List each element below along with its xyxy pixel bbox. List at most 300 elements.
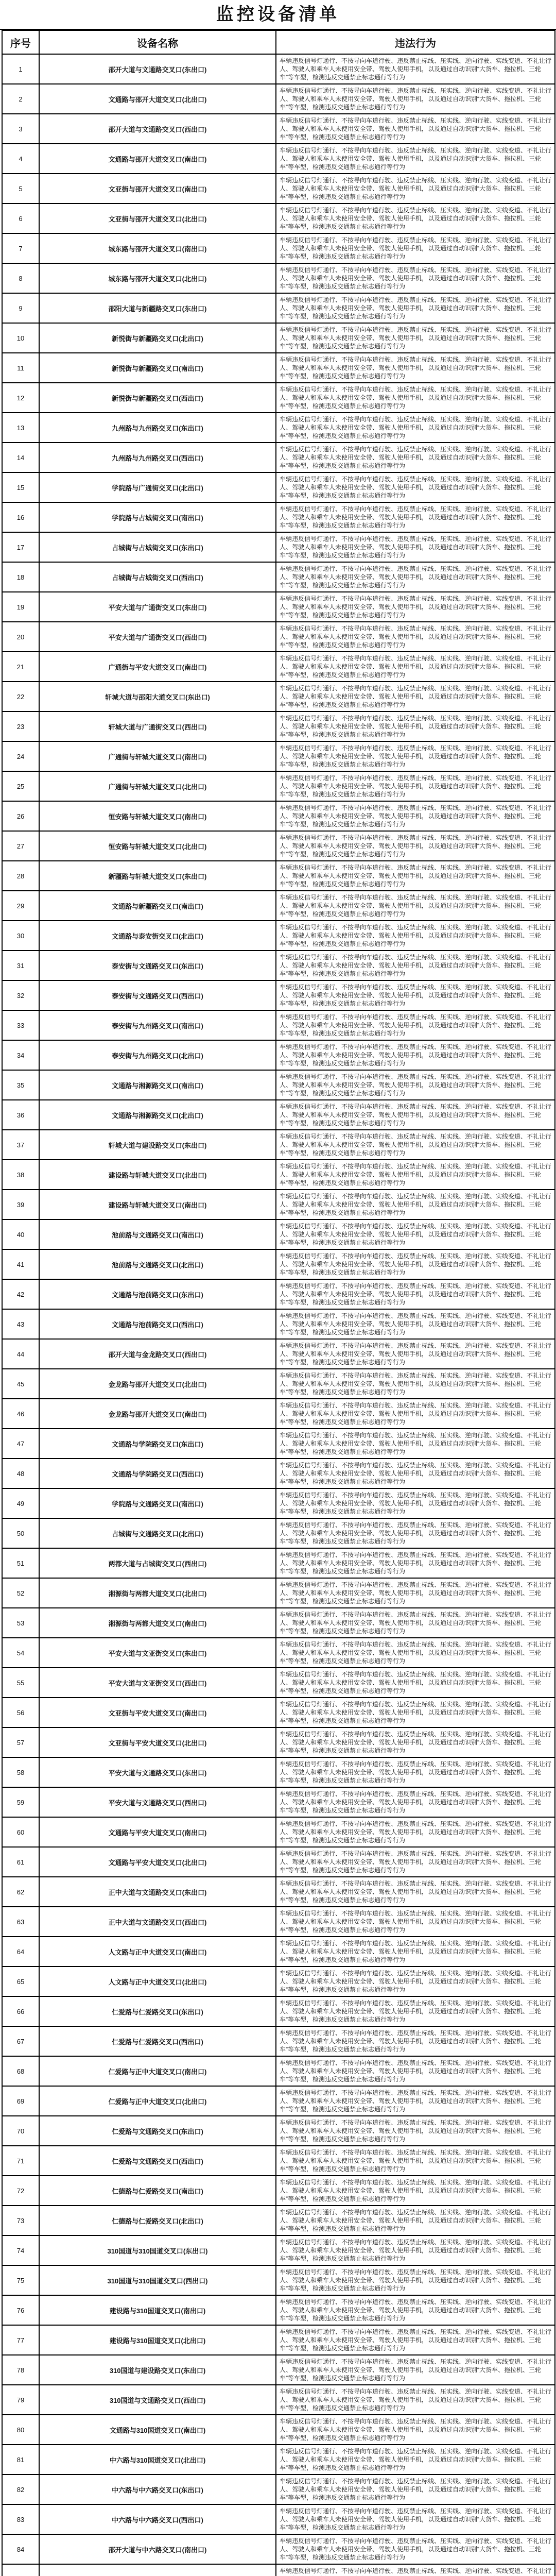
table-row <box>2 472 555 502</box>
row-index: 67 <box>2 2026 39 2056</box>
row-index: 1 <box>2 54 39 84</box>
table-row <box>2 383 555 413</box>
row-device-name: 池前路与文通路交叉口(北出口) <box>39 1249 276 1279</box>
row-device-name: 中六路与310国道交叉口(北出口) <box>39 2445 276 2475</box>
table-row <box>2 951 555 980</box>
row-index: 63 <box>2 1907 39 1937</box>
row-index: 34 <box>2 1040 39 1070</box>
row-index <box>2 2564 39 2576</box>
table-row <box>2 233 555 263</box>
row-violation: 车辆违反信号灯通行、不按导向车道行驶、违反禁止标线、压实线、逆向行驶、实线变道、不礼让行人、驾驶人和乘车人未使用安全带、驾驶人使用手机，以及通过自动识别“大货车、拖拉机、三轮车”等车型，检测违反交通禁止标志通行等行为 <box>276 2146 555 2176</box>
table-row <box>2 1608 555 1638</box>
row-violation: 车辆违反信号灯通行、不按导向车道行驶、违反禁止标线、压实线、逆向行驶、实线变道、不礼让行人、驾驶人和乘车人未使用安全带、驾驶人使用手机，以及通过自动识别“大货车、拖拉机、三轮车”等车型，检测违反交通禁止标志通行等行为 <box>276 1429 555 1459</box>
row-violation: 车辆违反信号灯通行、不按导向车道行驶、违反禁止标线、压实线、逆向行驶、实线变道、不礼让行人、驾驶人和乘车人未使用安全带、驾驶人使用手机，以及通过自动识别“大货车、拖拉机、三轮车”等车型，检测违反交通禁止标志通行等行为 <box>276 1010 555 1040</box>
table-row <box>2 413 555 443</box>
row-index: 36 <box>2 1100 39 1130</box>
row-device-name: 文通路与湘源路交叉口(北出口) <box>39 1100 276 1130</box>
row-violation: 车辆违反信号灯通行、不按导向车道行驶、违反禁止标线、压实线、逆向行驶、实线变道、不礼让行人、驾驶人和乘车人未使用安全带、驾驶人使用手机，以及通过自动识别“大货车、拖拉机、三轮车”等车型，检测违反交通禁止标志通行等行为 <box>276 293 555 323</box>
row-device-name: 广通街与平安大道交叉口(南出口) <box>39 652 276 682</box>
table-row <box>2 801 555 831</box>
row-device-name: 新悦街与新疆路交叉口(西出口) <box>39 383 276 413</box>
row-device-name: 正中大道与文通路交叉口(东出口) <box>39 1877 276 1907</box>
table-row <box>2 2445 555 2475</box>
row-violation: 车辆违反信号灯通行、不按导向车道行驶、违反禁止标线、压实线、逆向行驶、实线变道、不礼让行人、驾驶人和乘车人未使用安全带、驾驶人使用手机，以及通过自动识别“大货车、拖拉机、三轮车”等车型，检测违反交通禁止标志通行等行为 <box>276 652 555 682</box>
table-row <box>2 1578 555 1608</box>
row-device-name: 湘源街与两都大道交叉口(南出口) <box>39 1608 276 1638</box>
row-device-name: 学院路与文通路交叉口(南出口) <box>39 1488 276 1518</box>
row-device-name: 仁爱路与正中大道交叉口(北出口) <box>39 2086 276 2116</box>
row-violation: 车辆违反信号灯通行、不按导向车道行驶、违反禁止标线、压实线、逆向行驶、实线变道、不礼让行人、驾驶人和乘车人未使用安全带、驾驶人使用手机，以及通过自动识别“大货车、拖拉机、三轮车”等车型，检测违反交通禁止标志通行等行为 <box>276 2265 555 2295</box>
row-violation: 车辆违反信号灯通行、不按导向车道行驶、违反禁止标线、压实线、逆向行驶、实线变道、不礼让行人、驾驶人和乘车人未使用安全带、驾驶人使用手机，以及通过自动识别“大货车、拖拉机、三轮车”等车型，检测违反交通禁止标志通行等行为 <box>276 323 555 353</box>
table-row <box>2 921 555 951</box>
row-device-name: 九州路与九州路交叉口(东出口) <box>39 413 276 443</box>
row-violation: 车辆违反信号灯通行、不按导向车道行驶、违反禁止标线、压实线、逆向行驶、实线变道、不礼让行人、驾驶人和乘车人未使用安全带、驾驶人使用手机，以及通过自动识别“大货车、拖拉机、三轮车”等车型，检测违反交通禁止标志通行等行为 <box>276 1130 555 1160</box>
row-violation: 车辆违反信号灯通行、不按导向车道行驶、违反禁止标线、压实线、逆向行驶、实线变道、不礼让行人、驾驶人和乘车人未使用安全带、驾驶人使用手机，以及通过自动识别“大货车、拖拉机、三轮车”等车型，检测违反交通禁止标志通行等行为 <box>276 2056 555 2086</box>
row-violation: 车辆违反信号灯通行、不按导向车道行驶、违反禁止标线、压实线、逆向行驶、实线变道、不礼让行人、驾驶人和乘车人未使用安全带、驾驶人使用手机，以及通过自动识别“大货车、拖拉机、三轮车”等车型，检测违反交通禁止标志通行等行为 <box>276 2026 555 2056</box>
row-violation: 车辆违反信号灯通行、不按导向车道行驶、违反禁止标线、压实线、逆向行驶、实线变道、不礼让行人、驾驶人和乘车人未使用安全带、驾驶人使用手机，以及通过自动识别“大货车、拖拉机、三轮车”等车型，检测违反交通禁止标志通行等行为 <box>276 1937 555 1967</box>
row-device-name: 金龙路与邵开大道交叉口(北出口) <box>39 1369 276 1399</box>
row-device-name: 广通街与轩城大道交叉口(南出口) <box>39 741 276 771</box>
row-index: 44 <box>2 1339 39 1369</box>
row-violation: 车辆违反信号灯通行、不按导向车道行驶、违反禁止标线、压实线、逆向行驶、实线变道、不礼让行人、驾驶人和乘车人未使用安全带、驾驶人使用手机，以及通过自动识别“大货车、拖拉机、三轮车”等车型，检测违反交通禁止标志通行等行为 <box>276 84 555 114</box>
table-row <box>2 532 555 562</box>
row-index: 41 <box>2 1249 39 1279</box>
table-row <box>2 2116 555 2146</box>
row-index: 64 <box>2 1937 39 1967</box>
table-row <box>2 2235 555 2265</box>
table-row <box>2 1877 555 1907</box>
table-row <box>2 1040 555 1070</box>
row-violation: 车辆违反信号灯通行、不按导向车道行驶、违反禁止标线、压实线、逆向行驶、实线变道、不礼让行人、驾驶人和乘车人未使用安全带、驾驶人使用手机，以及通过自动识别“大货车、拖拉机、三轮车”等车型，检测违反交通禁止标志通行等行为 <box>276 532 555 562</box>
row-device-name: 310国道与文通路交叉口(西出口) <box>39 2385 276 2415</box>
row-device-name: 恒安路与轩城大道交叉口(北出口) <box>39 831 276 861</box>
row-violation: 车辆违反信号灯通行、不按导向车道行驶、违反禁止标线、压实线、逆向行驶、实线变道、不礼让行人、驾驶人和乘车人未使用安全带、驾驶人使用手机，以及通过自动识别“大货车、拖拉机、三轮车”等车型，检测违反交通禁止标志通行等行为 <box>276 2534 555 2564</box>
row-index: 53 <box>2 1608 39 1638</box>
row-index: 39 <box>2 1190 39 1219</box>
row-violation: 车辆违反信号灯通行、不按导向车道行驶、违反禁止标线、压实线、逆向行驶、实线变道、不礼让行人、驾驶人和乘车人未使用安全带、驾驶人使用手机，以及通过自动识别“大货车、拖拉机、三轮车”等车型，检测违反交通禁止标志通行等行为 <box>276 1249 555 1279</box>
row-index: 26 <box>2 801 39 831</box>
row-violation: 车辆违反信号灯通行、不按导向车道行驶、违反禁止标线、压实线、逆向行驶、实线变道、不礼让行人、驾驶人和乘车人未使用安全带、驾驶人使用手机，以及通过自动识别“大货车、拖拉机、三轮车”等车型，检测违反交通禁止标志通行等行为 <box>276 1040 555 1070</box>
row-violation: 车辆违反信号灯通行、不按导向车道行驶、违反禁止标线、压实线、逆向行驶、实线变道、不礼让行人、驾驶人和乘车人未使用安全带、驾驶人使用手机，以及通过自动识别“大货车、拖拉机、三轮车”等车型，检测违反交通禁止标志通行等行为 <box>276 502 555 532</box>
row-violation: 车辆违反信号灯通行、不按导向车道行驶、违反禁止标线、压实线、逆向行驶、实线变道、不礼让行人、驾驶人和乘车人未使用安全带、驾驶人使用手机，以及通过自动识别“大货车、拖拉机、三轮车”等车型，检测违反交通禁止标志通行等行为 <box>276 383 555 413</box>
row-device-name: 平安大道与文通路交叉口(东出口) <box>39 1757 276 1787</box>
row-index: 27 <box>2 831 39 861</box>
row-violation: 车辆违反信号灯通行、不按导向车道行驶、违反禁止标线、压实线、逆向行驶、实线变道、不礼让行人、驾驶人和乘车人未使用安全带、驾驶人使用手机，以及通过自动识别“大货车、拖拉机、三轮车”等车型，检测违反交通禁止标志通行等行为 <box>276 951 555 980</box>
row-index: 71 <box>2 2146 39 2176</box>
row-violation: 车辆违反信号灯通行、不按导向车道行驶、违反禁止标线、压实线、逆向行驶、实线变道、不礼让行人、驾驶人和乘车人未使用安全带、驾驶人使用手机，以及通过自动识别“大货车、拖拉机、三轮车”等车型，检测违反交通禁止标志通行等行为 <box>276 1548 555 1578</box>
row-violation: 车辆违反信号灯通行、不按导向车道行驶、违反禁止标线、压实线、逆向行驶、实线变道、不礼让行人、驾驶人和乘车人未使用安全带、驾驶人使用手机，以及通过自动识别“大货车、拖拉机、三轮车”等车型，检测违反交通禁止标志通行等行为 <box>276 443 555 472</box>
row-violation: 车辆违反信号灯通行、不按导向车道行驶、违反禁止标线、压实线、逆向行驶、实线变道、不礼让行人、驾驶人和乘车人未使用安全带、驾驶人使用手机，以及通过自动识别“大货车、拖拉机、三轮车”等车型，检测违反交通禁止标志通行等行为 <box>276 204 555 233</box>
row-violation: 车辆违反信号灯通行、不按导向车道行驶、违反禁止标线、压实线、逆向行驶、实线变道、不礼让行人、驾驶人和乘车人未使用安全带、驾驶人使用手机，以及通过自动识别“大货车、拖拉机、三轮车”等车型，检测违反交通禁止标志通行等行为 <box>276 861 555 891</box>
row-device-name: 建设路与轩城大道交叉口(北出口) <box>39 1160 276 1190</box>
row-violation: 车辆违反信号灯通行、不按导向车道行驶、违反禁止标线、压实线、逆向行驶、实线变道、不礼让行人、驾驶人和乘车人未使用安全带、驾驶人使用手机，以及通过自动识别“大货车、拖拉机、三轮车”等车型，检测违反交通禁止标志通行等行为 <box>276 1578 555 1608</box>
row-index: 62 <box>2 1877 39 1907</box>
row-violation: 车辆违反信号灯通行、不按导向车道行驶、违反禁止标线、压实线、逆向行驶、实线变道、不礼让行人、驾驶人和乘车人未使用安全带、驾驶人使用手机，以及通过自动识别“大货车、拖拉机、三轮车”等车型，检测违反交通禁止标志通行等行为 <box>276 1309 555 1339</box>
table-row <box>2 353 555 383</box>
row-index: 14 <box>2 443 39 472</box>
row-violation: 车辆违反信号灯通行、不按导向车道行驶、违反禁止标线、压实线、逆向行驶、实线变道、不礼让行人、驾驶人和乘车人未使用安全带、驾驶人使用手机，以及通过自动识别“大货车、拖拉机、三轮车”等车型，检测违反交通禁止标志通行等行为 <box>276 2116 555 2146</box>
table-row <box>2 1249 555 1279</box>
row-device-name: 平安大道与文亚街交叉口(西出口) <box>39 1668 276 1698</box>
table-row <box>2 1070 555 1100</box>
row-violation: 车辆违反信号灯通行、不按导向车道行驶、违反禁止标线、压实线、逆向行驶、实线变道、不礼让行人、驾驶人和乘车人未使用安全带、驾驶人使用手机，以及通过自动识别“大货车、拖拉机、三轮车”等车型，检测违反交通禁止标志通行等行为 <box>276 1608 555 1638</box>
row-index: 73 <box>2 2206 39 2235</box>
row-device-name: 文通路与湘源路交叉口(南出口) <box>39 1070 276 1100</box>
row-violation: 车辆违反信号灯通行、不按导向车道行驶、违反禁止标线、压实线、逆向行驶、实线变道、不礼让行人、驾驶人和乘车人未使用安全带、驾驶人使用手机，以及通过自动识别“大货车、拖拉机、三轮车”等车型，检测违反交通禁止标志通行等行为 <box>276 413 555 443</box>
row-violation: 车辆违反信号灯通行、不按导向车道行驶、违反禁止标线、压实线、逆向行驶、实线变道、不礼让行人、驾驶人和乘车人未使用安全带、驾驶人使用手机，以及通过自动识别“大货车、拖拉机、三轮车”等车型，检测违反交通禁止标志通行等行为 <box>276 1907 555 1937</box>
row-violation: 车辆违反信号灯通行、不按导向车道行驶、违反禁止标线、压实线、逆向行驶、实线变道、不礼让行人、驾驶人和乘车人未使用安全带、驾驶人使用手机，以及通过自动识别“大货车、拖拉机、三轮车”等车型，检测违反交通禁止标志通行等行为 <box>276 1817 555 1847</box>
row-index: 15 <box>2 472 39 502</box>
row-index: 70 <box>2 2116 39 2146</box>
row-violation: 车辆违反信号灯通行、不按导向车道行驶、违反禁止标线、压实线、逆向行驶、实线变道、不礼让行人、驾驶人和乘车人未使用安全带、驾驶人使用手机，以及通过自动识别“大货车、拖拉机、三轮车”等车型，检测违反交通禁止标志通行等行为 <box>276 891 555 921</box>
table-row <box>2 771 555 801</box>
row-index: 16 <box>2 502 39 532</box>
table-row <box>2 1847 555 1877</box>
table-row <box>2 1190 555 1219</box>
row-device-name: 邵开大道与中六路交叉口(南出口) <box>39 2534 276 2564</box>
row-device-name: 城东路与邵开大道交叉口(南出口) <box>39 233 276 263</box>
header-index: 序号 <box>2 30 39 54</box>
row-violation: 车辆违反信号灯通行、不按导向车道行驶、违反禁止标线、压实线、逆向行驶、实线变道、不礼让行人、驾驶人和乘车人未使用安全带、驾驶人使用手机，以及通过自动识别“大货车、拖拉机、三轮车”等车型，检测违反交通禁止标志通行等行为 <box>276 1100 555 1130</box>
row-index: 33 <box>2 1010 39 1040</box>
row-device-name: 人文路与正中大道交叉口(北出口) <box>39 1967 276 1996</box>
table-row <box>2 652 555 682</box>
row-index: 22 <box>2 682 39 711</box>
row-violation: 车辆违反信号灯通行、不按导向车道行驶、违反禁止标线、压实线、逆向行驶、实线变道、不礼让行人、驾驶人和乘车人未使用安全带、驾驶人使用手机，以及通过自动识别“大货车、拖拉机、三轮车”等车型，检测违反交通禁止标志通行等行为 <box>276 1279 555 1309</box>
row-index: 79 <box>2 2385 39 2415</box>
row-violation: 车辆违反信号灯通行、不按导向车道行驶、违反禁止标线、压实线、逆向行驶、实线变道、不礼让行人、驾驶人和乘车人未使用安全带、驾驶人使用手机，以及通过自动识别“大货车、拖拉机、三轮车”等车型，检测违反交通禁止标志通行等行为 <box>276 711 555 741</box>
row-device-name: 邵开大道与金龙路交叉口(西出口) <box>39 1339 276 1369</box>
row-violation: 车辆违反信号灯通行、不按导向车道行驶、违反禁止标线、压实线、逆向行驶、实线变道、不礼让行人、驾驶人和乘车人未使用安全带、驾驶人使用手机，以及通过自动识别“大货车、拖拉机、三轮车”等车型，检测违反交通禁止标志通行等行为 <box>276 2235 555 2265</box>
row-violation: 车辆违反信号灯通行、不按导向车道行驶、违反禁止标线、压实线、逆向行驶、实线变道、不礼让行人、驾驶人和乘车人未使用安全带、驾驶人使用手机，以及通过自动识别“大货车、拖拉机、三轮车”等车型，检测违反交通禁止标志通行等行为 <box>276 741 555 771</box>
row-index: 72 <box>2 2176 39 2206</box>
row-index: 5 <box>2 174 39 204</box>
table-row <box>2 1339 555 1369</box>
row-violation: 车辆违反信号灯通行、不按导向车道行驶、违反禁止标线、压实线、逆向行驶、实线变道、不礼让行人、驾驶人和乘车人未使用安全带、驾驶人使用手机，以及通过自动识别“大货车、拖拉机、三轮车”等车型，检测违反交通禁止标志通行等行为 <box>276 1757 555 1787</box>
row-device-name: 平安大道与广通街交叉口(东出口) <box>39 592 276 622</box>
row-violation: 车辆违反信号灯通行、不按导向车道行驶、违反禁止标线、压实线、逆向行驶、实线变道、不礼让行人、驾驶人和乘车人未使用安全带、驾驶人使用手机，以及通过自动识别“大货车、拖拉机、三轮车”等车型，检测违反交通禁止标志通行等行为 <box>276 263 555 293</box>
table-row <box>2 2355 555 2385</box>
table-row <box>2 2295 555 2325</box>
row-violation: 车辆违反信号灯通行、不按导向车道行驶、违反禁止标线、压实线、逆向行驶、实线变道、不礼让行人、驾驶人和乘车人未使用安全带、驾驶人使用手机，以及通过自动识别“大货车、拖拉机、三轮车”等车型，检测违反交通禁止标志通行等行为 <box>276 622 555 652</box>
row-device-name: 金龙路与邵开大道交叉口(南出口) <box>39 1399 276 1429</box>
row-violation: 车辆违反信号灯通行、不按导向车道行驶、违反禁止标线、压实线、逆向行驶、实线变道、不礼让行人、驾驶人和乘车人未使用安全带、驾驶人使用手机，以及通过自动识别“大货车、拖拉机、三轮车”等车型，检测违反交通禁止标志通行等行为 <box>276 1847 555 1877</box>
row-device-name <box>39 2564 276 2576</box>
table-row <box>2 204 555 233</box>
table-row <box>2 1668 555 1698</box>
row-violation: 车辆违反信号灯通行、不按导向车道行驶、违反禁止标线、压实线、逆向行驶、实线变道、不礼让行人、驾驶人和乘车人未使用安全带、驾驶人使用手机，以及通过自动识别“大货车、拖拉机、三轮车”等车型，检测违反交通禁止标志通行等行为 <box>276 2206 555 2235</box>
row-violation: 车辆违反信号灯通行、不按导向车道行驶、违反禁止标线、压实线、逆向行驶、实线变道、不礼让行人、驾驶人和乘车人未使用安全带、驾驶人使用手机，以及通过自动识别“大货车、拖拉机、三轮车”等车型，检测违反交通禁止标志通行等行为 <box>276 1488 555 1518</box>
row-violation: 车辆违反信号灯通行、不按导向车道行驶、违反禁止标线、压实线、逆向行驶、实线变道、不礼让行人、驾驶人和乘车人未使用安全带、驾驶人使用手机，以及通过自动识别“大货车、拖拉机、三轮车”等车型，检测违反交通禁止标志通行等行为 <box>276 472 555 502</box>
row-device-name: 恒安路与轩城大道交叉口(南出口) <box>39 801 276 831</box>
table-row <box>2 1638 555 1668</box>
table-row <box>2 1309 555 1339</box>
row-index: 76 <box>2 2295 39 2325</box>
row-index: 84 <box>2 2534 39 2564</box>
row-index: 50 <box>2 1518 39 1548</box>
row-device-name: 文亚街与邵开大道交叉口(北出口) <box>39 204 276 233</box>
table-row <box>2 1996 555 2026</box>
row-device-name: 文亚街与邵开大道交叉口(南出口) <box>39 174 276 204</box>
row-violation: 车辆违反信号灯通行、不按导向车道行驶、违反禁止标线、压实线、逆向行驶、实线变道、不礼让行人、驾驶人和乘车人未使用安全带、驾驶人使用手机，以及通过自动识别“大货车、拖拉机、三轮车”等车型，检测违反交通禁止标志通行等行为 <box>276 562 555 592</box>
row-device-name: 占城街与文通路交叉口(北出口) <box>39 1518 276 1548</box>
row-index: 29 <box>2 891 39 921</box>
row-index: 30 <box>2 921 39 951</box>
row-index: 7 <box>2 233 39 263</box>
row-violation: 车辆违反信号灯通行、不按导向车道行驶、违反禁止标线、压实线、逆向行驶、实线变道、不礼让行人、驾驶人和乘车人未使用安全带、驾驶人使用手机，以及通过自动识别“大货车、拖拉机、三轮车”等车型，检测违反交通禁止标志通行等行为 <box>276 1339 555 1369</box>
table-row <box>2 711 555 741</box>
row-device-name: 仁爱路与仁爱路交叉口(西出口) <box>39 2026 276 2056</box>
row-index: 35 <box>2 1070 39 1100</box>
row-device-name: 建设路与轩城大道交叉口(南出口) <box>39 1190 276 1219</box>
row-index: 31 <box>2 951 39 980</box>
row-index: 37 <box>2 1130 39 1160</box>
row-index: 43 <box>2 1309 39 1339</box>
row-device-name: 泰安街与九州路交叉口(北出口) <box>39 1040 276 1070</box>
row-violation: 车辆违反信号灯通行、不按导向车道行驶、违反禁止标线、压实线、逆向行驶、实线变道、不礼让行人、驾驶人和乘车人未使用安全带、驾驶人使用手机，以及通过自动识别“大货车、拖拉机、三轮车”等车型，检测违反交通禁止标志通行等行为 <box>276 1369 555 1399</box>
row-index: 75 <box>2 2265 39 2295</box>
table-row <box>2 1459 555 1488</box>
table-row <box>2 293 555 323</box>
table-row <box>2 1967 555 1996</box>
row-device-name: 文通路与学院路交叉口(东出口) <box>39 1429 276 1459</box>
row-index: 52 <box>2 1578 39 1608</box>
table-row <box>2 174 555 204</box>
row-index: 23 <box>2 711 39 741</box>
row-index: 9 <box>2 293 39 323</box>
row-device-name: 文通路与学院路交叉口(西出口) <box>39 1459 276 1488</box>
table-row <box>2 114 555 144</box>
row-violation: 车辆违反信号灯通行、不按导向车道行驶、违反禁止标线、压实线、逆向行驶、实线变道、不礼让行人、驾驶人和乘车人未使用安全带、驾驶人使用手机，以及通过自动识别“大货车、拖拉机、三轮车”等车型，检测违反交通禁止标志通行等行为 <box>276 1727 555 1757</box>
row-violation: 车辆违反信号灯通行、不按导向车道行驶、违反禁止标线、压实线、逆向行驶、实线变道、不礼让行人、驾驶人和乘车人未使用安全带、驾驶人使用手机，以及通过自动识别“大货车、拖拉机、三轮车”等车型，检测违反交通禁止标志通行等行为 <box>276 980 555 1010</box>
table-row <box>2 2415 555 2445</box>
row-violation: 车辆违反信号灯通行、不按导向车道行驶、违反禁止标线、压实线、逆向行驶、实线变道、不礼让行人、驾驶人和乘车人未使用安全带、驾驶人使用手机，以及通过自动识别“大货车、拖拉机、三轮车”等车型，检测违反交通禁止标志通行等行为 <box>276 2325 555 2355</box>
row-violation: 车辆违反信号灯通行、不按导向车道行驶、违反禁止标线、压实线、逆向行驶、实线变道、不礼让行人、驾驶人和乘车人未使用安全带、驾驶人使用手机，以及通过自动识别“大货车、拖拉机、三轮车”等车型，检测违反交通禁止标志通行等行为 <box>276 2415 555 2445</box>
row-violation: 车辆违反信号灯通行、不按导向车道行驶、违反禁止标线、压实线、逆向行驶、实线变道、不礼让行人、驾驶人和乘车人未使用安全带、驾驶人使用手机，以及通过自动识别“大货车、拖拉机、三轮车”等车型，检测违反交通禁止标志通行等行为 <box>276 114 555 144</box>
row-index: 6 <box>2 204 39 233</box>
row-index: 82 <box>2 2475 39 2504</box>
table-row <box>2 2086 555 2116</box>
table-row <box>2 1488 555 1518</box>
row-violation: 车辆违反信号灯通行、不按导向车道行驶、违反禁止标线、压实线、逆向行驶、实线变道、不礼让行人、驾驶人和乘车人未使用安全带、驾驶人使用手机，以及通过自动识别“大货车、拖拉机、三轮车”等车型，检测违反交通禁止标志通行等行为 <box>276 2355 555 2385</box>
table-row <box>2 1369 555 1399</box>
row-device-name: 仁爱路与正中大道交叉口(南出口) <box>39 2056 276 2086</box>
row-index: 12 <box>2 383 39 413</box>
row-device-name: 文亚街与平安大道交叉口(南出口) <box>39 1698 276 1727</box>
table-row <box>2 2504 555 2534</box>
table-row <box>2 1787 555 1817</box>
row-index: 60 <box>2 1817 39 1847</box>
row-device-name: 邵开大道与文通路交叉口(东出口) <box>39 54 276 84</box>
row-index: 78 <box>2 2355 39 2385</box>
table-row <box>2 84 555 114</box>
table-row <box>2 1279 555 1309</box>
row-device-name: 文通路与平安大道交叉口(南出口) <box>39 1817 276 1847</box>
row-device-name: 新悦街与新疆路交叉口(北出口) <box>39 323 276 353</box>
row-device-name: 仁爱路与文通路交叉口(西出口) <box>39 2146 276 2176</box>
table-row <box>2 2534 555 2564</box>
row-device-name: 文通路与310国道交叉口(南出口) <box>39 2415 276 2445</box>
row-violation: 车辆违反信号灯通行、不按导向车道行驶、违反禁止标线、压实线、逆向行驶、实线变道、不礼让行人、驾驶人和乘车人未使用安全带、驾驶人使用手机，以及通过自动识别“大货车、拖拉机、三轮车”等车型，检测违反交通禁止标志通行等行为 <box>276 1399 555 1429</box>
header-violation: 违法行为 <box>276 30 555 54</box>
row-device-name: 310国道与建设路交叉口(东出口) <box>39 2355 276 2385</box>
row-device-name: 九州路与九州路交叉口(西出口) <box>39 443 276 472</box>
row-device-name: 建设路与310国道交叉口(北出口) <box>39 2325 276 2355</box>
row-index: 8 <box>2 263 39 293</box>
table-row <box>2 1937 555 1967</box>
row-index: 48 <box>2 1459 39 1488</box>
row-device-name: 邵阳大道与新疆路交叉口(东出口) <box>39 293 276 323</box>
row-index: 17 <box>2 532 39 562</box>
row-index: 21 <box>2 652 39 682</box>
row-device-name: 占城街与占城街交叉口(西出口) <box>39 562 276 592</box>
row-index: 69 <box>2 2086 39 2116</box>
row-violation: 车辆违反信号灯通行、不按导向车道行驶、违反禁止标线、压实线、逆向行驶、实线变道、不礼让行 <box>276 2564 555 2576</box>
row-device-name: 正中大道与文通路交叉口(西出口) <box>39 1907 276 1937</box>
row-index: 46 <box>2 1399 39 1429</box>
row-violation: 车辆违反信号灯通行、不按导向车道行驶、违反禁止标线、压实线、逆向行驶、实线变道、不礼让行人、驾驶人和乘车人未使用安全带、驾驶人使用手机，以及通过自动识别“大货车、拖拉机、三轮车”等车型，检测违反交通禁止标志通行等行为 <box>276 54 555 84</box>
row-index: 51 <box>2 1548 39 1578</box>
table-row <box>2 1518 555 1548</box>
row-device-name: 湘源街与两都大道交叉口(北出口) <box>39 1578 276 1608</box>
row-violation: 车辆违反信号灯通行、不按导向车道行驶、违反禁止标线、压实线、逆向行驶、实线变道、不礼让行人、驾驶人和乘车人未使用安全带、驾驶人使用手机，以及通过自动识别“大货车、拖拉机、三轮车”等车型，检测违反交通禁止标志通行等行为 <box>276 1190 555 1219</box>
row-index: 56 <box>2 1698 39 1727</box>
table-row <box>2 1219 555 1249</box>
row-index: 47 <box>2 1429 39 1459</box>
row-index: 83 <box>2 2504 39 2534</box>
device-table <box>2 30 555 2576</box>
row-violation: 车辆违反信号灯通行、不按导向车道行驶、违反禁止标线、压实线、逆向行驶、实线变道、不礼让行人、驾驶人和乘车人未使用安全带、驾驶人使用手机，以及通过自动识别“大货车、拖拉机、三轮车”等车型，检测违反交通禁止标志通行等行为 <box>276 771 555 801</box>
table-row <box>2 1429 555 1459</box>
table-row <box>2 741 555 771</box>
row-device-name: 学院路与广通街交叉口(北出口) <box>39 472 276 502</box>
row-violation: 车辆违反信号灯通行、不按导向车道行驶、违反禁止标线、压实线、逆向行驶、实线变道、不礼让行人、驾驶人和乘车人未使用安全带、驾驶人使用手机，以及通过自动识别“大货车、拖拉机、三轮车”等车型，检测违反交通禁止标志通行等行为 <box>276 1787 555 1817</box>
table-body <box>2 54 555 2576</box>
table-header-row <box>2 30 555 54</box>
row-device-name: 广通街与轩城大道交叉口(北出口) <box>39 771 276 801</box>
row-index: 81 <box>2 2445 39 2475</box>
row-violation: 车辆违反信号灯通行、不按导向车道行驶、违反禁止标线、压实线、逆向行驶、实线变道、不礼让行人、驾驶人和乘车人未使用安全带、驾驶人使用手机，以及通过自动识别“大货车、拖拉机、三轮车”等车型，检测违反交通禁止标志通行等行为 <box>276 1518 555 1548</box>
table-row <box>2 2564 555 2576</box>
row-violation: 车辆违反信号灯通行、不按导向车道行驶、违反禁止标线、压实线、逆向行驶、实线变道、不礼让行人、驾驶人和乘车人未使用安全带、驾驶人使用手机，以及通过自动识别“大货车、拖拉机、三轮车”等车型，检测违反交通禁止标志通行等行为 <box>276 921 555 951</box>
table-row <box>2 54 555 84</box>
row-index: 25 <box>2 771 39 801</box>
header-device-name: 设备名称 <box>39 30 276 54</box>
table-row <box>2 831 555 861</box>
table-row <box>2 2475 555 2504</box>
row-index: 10 <box>2 323 39 353</box>
row-device-name: 池前路与文通路交叉口(南出口) <box>39 1219 276 1249</box>
row-device-name: 文通路与邵开大道交叉口(南出口) <box>39 144 276 174</box>
row-index: 49 <box>2 1488 39 1518</box>
row-index: 58 <box>2 1757 39 1787</box>
table-row <box>2 1100 555 1130</box>
row-device-name: 文通路与邵开大道交叉口(北出口) <box>39 84 276 114</box>
row-violation: 车辆违反信号灯通行、不按导向车道行驶、违反禁止标线、压实线、逆向行驶、实线变道、不礼让行人、驾驶人和乘车人未使用安全带、驾驶人使用手机，以及通过自动识别“大货车、拖拉机、三轮车”等车型，检测违反交通禁止标志通行等行为 <box>276 1698 555 1727</box>
row-violation: 车辆违反信号灯通行、不按导向车道行驶、违反禁止标线、压实线、逆向行驶、实线变道、不礼让行人、驾驶人和乘车人未使用安全带、驾驶人使用手机，以及通过自动识别“大货车、拖拉机、三轮车”等车型，检测违反交通禁止标志通行等行为 <box>276 1877 555 1907</box>
row-violation: 车辆违反信号灯通行、不按导向车道行驶、违反禁止标线、压实线、逆向行驶、实线变道、不礼让行人、驾驶人和乘车人未使用安全带、驾驶人使用手机，以及通过自动识别“大货车、拖拉机、三轮车”等车型，检测违反交通禁止标志通行等行为 <box>276 2445 555 2475</box>
table-row <box>2 861 555 891</box>
table-row <box>2 1160 555 1190</box>
row-index: 54 <box>2 1638 39 1668</box>
table-row <box>2 1757 555 1787</box>
page-title: 监控设备清单 <box>0 0 556 30</box>
row-violation: 车辆违反信号灯通行、不按导向车道行驶、违反禁止标线、压实线、逆向行驶、实线变道、不礼让行人、驾驶人和乘车人未使用安全带、驾驶人使用手机，以及通过自动识别“大货车、拖拉机、三轮车”等车型，检测违反交通禁止标志通行等行为 <box>276 831 555 861</box>
row-device-name: 仁爱路与文通路交叉口(东出口) <box>39 2116 276 2146</box>
table-row <box>2 1698 555 1727</box>
row-violation: 车辆违反信号灯通行、不按导向车道行驶、违反禁止标线、压实线、逆向行驶、实线变道、不礼让行人、驾驶人和乘车人未使用安全带、驾驶人使用手机，以及通过自动识别“大货车、拖拉机、三轮车”等车型，检测违反交通禁止标志通行等行为 <box>276 682 555 711</box>
row-index: 38 <box>2 1160 39 1190</box>
row-device-name: 文通路与新疆路交叉口(南出口) <box>39 891 276 921</box>
table-row <box>2 1817 555 1847</box>
row-device-name: 邵开大道与文通路交叉口(西出口) <box>39 114 276 144</box>
row-index: 57 <box>2 1727 39 1757</box>
table-row <box>2 1399 555 1429</box>
table-row <box>2 2056 555 2086</box>
row-index: 80 <box>2 2415 39 2445</box>
table-row <box>2 1548 555 1578</box>
row-violation: 车辆违反信号灯通行、不按导向车道行驶、违反禁止标线、压实线、逆向行驶、实线变道、不礼让行人、驾驶人和乘车人未使用安全带、驾驶人使用手机，以及通过自动识别“大货车、拖拉机、三轮车”等车型，检测违反交通禁止标志通行等行为 <box>276 2475 555 2504</box>
table-row <box>2 502 555 532</box>
row-device-name: 文通路与池前路交叉口(东出口) <box>39 1279 276 1309</box>
row-device-name: 平安大道与文亚街交叉口(东出口) <box>39 1638 276 1668</box>
row-violation: 车辆违反信号灯通行、不按导向车道行驶、违反禁止标线、压实线、逆向行驶、实线变道、不礼让行人、驾驶人和乘车人未使用安全带、驾驶人使用手机，以及通过自动识别“大货车、拖拉机、三轮车”等车型，检测违反交通禁止标志通行等行为 <box>276 174 555 204</box>
table-row <box>2 2176 555 2206</box>
table-row <box>2 980 555 1010</box>
row-device-name: 仁德路与仁爱路交叉口(南出口) <box>39 2176 276 2206</box>
row-violation: 车辆违反信号灯通行、不按导向车道行驶、违反禁止标线、压实线、逆向行驶、实线变道、不礼让行人、驾驶人和乘车人未使用安全带、驾驶人使用手机，以及通过自动识别“大货车、拖拉机、三轮车”等车型，检测违反交通禁止标志通行等行为 <box>276 1996 555 2026</box>
row-device-name: 仁爱路与仁爱路交叉口(东出口) <box>39 1996 276 2026</box>
row-violation: 车辆违反信号灯通行、不按导向车道行驶、违反禁止标线、压实线、逆向行驶、实线变道、不礼让行人、驾驶人和乘车人未使用安全带、驾驶人使用手机，以及通过自动识别“大货车、拖拉机、三轮车”等车型，检测违反交通禁止标志通行等行为 <box>276 1459 555 1488</box>
row-device-name: 泰安街与九州路交叉口(南出口) <box>39 1010 276 1040</box>
row-index: 32 <box>2 980 39 1010</box>
table-row <box>2 2325 555 2355</box>
row-violation: 车辆违反信号灯通行、不按导向车道行驶、违反禁止标线、压实线、逆向行驶、实线变道、不礼让行人、驾驶人和乘车人未使用安全带、驾驶人使用手机，以及通过自动识别“大货车、拖拉机、三轮车”等车型，检测违反交通禁止标志通行等行为 <box>276 1668 555 1698</box>
row-violation: 车辆违反信号灯通行、不按导向车道行驶、违反禁止标线、压实线、逆向行驶、实线变道、不礼让行人、驾驶人和乘车人未使用安全带、驾驶人使用手机，以及通过自动识别“大货车、拖拉机、三轮车”等车型，检测违反交通禁止标志通行等行为 <box>276 1070 555 1100</box>
row-device-name: 两都大道与占城街交叉口(西出口) <box>39 1548 276 1578</box>
row-violation: 车辆违反信号灯通行、不按导向车道行驶、违反禁止标线、压实线、逆向行驶、实线变道、不礼让行人、驾驶人和乘车人未使用安全带、驾驶人使用手机，以及通过自动识别“大货车、拖拉机、三轮车”等车型，检测违反交通禁止标志通行等行为 <box>276 2086 555 2116</box>
row-index: 18 <box>2 562 39 592</box>
row-index: 68 <box>2 2056 39 2086</box>
row-index: 74 <box>2 2235 39 2265</box>
row-device-name: 310国道与310国道交叉口(东出口) <box>39 2235 276 2265</box>
row-index: 13 <box>2 413 39 443</box>
row-index: 42 <box>2 1279 39 1309</box>
row-index: 40 <box>2 1219 39 1249</box>
row-index: 45 <box>2 1369 39 1399</box>
row-index: 59 <box>2 1787 39 1817</box>
row-device-name: 轩城大道与建设路交叉口(东出口) <box>39 1130 276 1160</box>
row-device-name: 文通路与泰安街交叉口(北出口) <box>39 921 276 951</box>
row-device-name: 轩城大道与广通街交叉口(西出口) <box>39 711 276 741</box>
row-index: 2 <box>2 84 39 114</box>
table-row <box>2 1907 555 1937</box>
row-violation: 车辆违反信号灯通行、不按导向车道行驶、违反禁止标线、压实线、逆向行驶、实线变道、不礼让行人、驾驶人和乘车人未使用安全带、驾驶人使用手机，以及通过自动识别“大货车、拖拉机、三轮车”等车型，检测违反交通禁止标志通行等行为 <box>276 2295 555 2325</box>
row-device-name: 城东路与邵开大道交叉口(北出口) <box>39 263 276 293</box>
row-index: 77 <box>2 2325 39 2355</box>
table-row <box>2 622 555 652</box>
row-index: 4 <box>2 144 39 174</box>
row-violation: 车辆违反信号灯通行、不按导向车道行驶、违反禁止标线、压实线、逆向行驶、实线变道、不礼让行人、驾驶人和乘车人未使用安全带、驾驶人使用手机，以及通过自动识别“大货车、拖拉机、三轮车”等车型，检测违反交通禁止标志通行等行为 <box>276 1219 555 1249</box>
row-violation: 车辆违反信号灯通行、不按导向车道行驶、违反禁止标线、压实线、逆向行驶、实线变道、不礼让行人、驾驶人和乘车人未使用安全带、驾驶人使用手机，以及通过自动识别“大货车、拖拉机、三轮车”等车型，检测违反交通禁止标志通行等行为 <box>276 353 555 383</box>
row-index: 19 <box>2 592 39 622</box>
row-violation: 车辆违反信号灯通行、不按导向车道行驶、违反禁止标线、压实线、逆向行驶、实线变道、不礼让行人、驾驶人和乘车人未使用安全带、驾驶人使用手机，以及通过自动识别“大货车、拖拉机、三轮车”等车型，检测违反交通禁止标志通行等行为 <box>276 1967 555 1996</box>
row-device-name: 平安大道与广通街交叉口(西出口) <box>39 622 276 652</box>
row-index: 66 <box>2 1996 39 2026</box>
table-row <box>2 682 555 711</box>
table-row <box>2 1010 555 1040</box>
table-row <box>2 891 555 921</box>
